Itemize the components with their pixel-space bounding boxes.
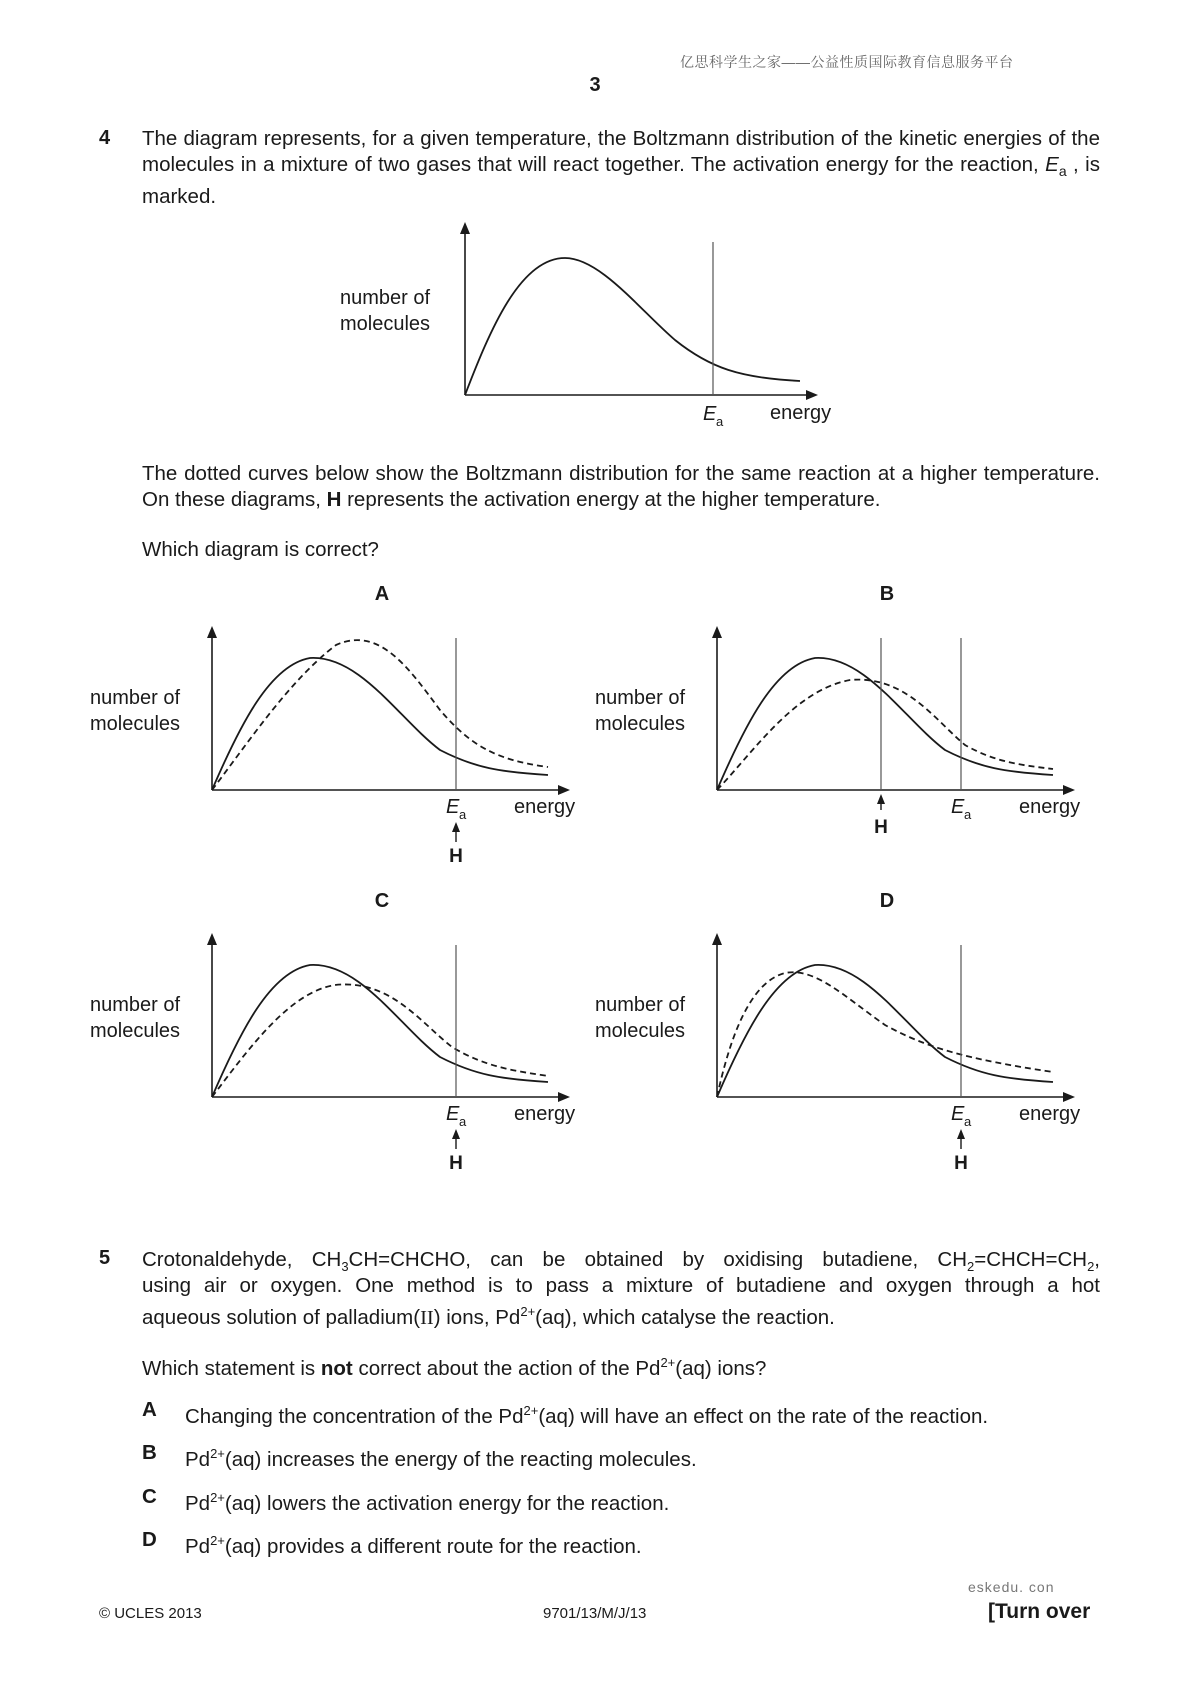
low-temp-curve	[717, 658, 1053, 790]
question-5-number: 5	[99, 1247, 111, 1269]
header-watermark: 亿思科学生之家——公益性质国际教育信息服务平台	[680, 54, 1014, 70]
footer-copyright: © UCLES 2013	[99, 1605, 202, 1622]
h-arrow-icon	[957, 1129, 965, 1139]
footer-watermark: eskedu. con	[968, 1579, 1055, 1595]
question-4-question: Which diagram is correct?	[142, 538, 379, 561]
svg-text:molecules: molecules	[595, 1020, 686, 1042]
diagram-option-d	[595, 887, 1115, 1187]
svg-text:a: a	[964, 1114, 972, 1129]
low-temp-curve	[717, 965, 1053, 1097]
high-temp-curve	[717, 680, 1053, 790]
x-axis-arrow-icon	[806, 390, 818, 400]
svg-text:number of: number of	[595, 687, 686, 709]
question-5-line-1: Crotonaldehyde, $CH_3CH=CHCHO$, can be obtained by oxidising butadiene, $CH_2=CHCH=CH_2$,	[142, 1248, 1100, 1275]
y-axis-arrow-icon	[712, 933, 722, 945]
option-b-label: B	[142, 1441, 157, 1464]
h-label: H	[449, 1153, 463, 1174]
h-arrow-icon	[452, 822, 460, 832]
y-axis-arrow-icon	[207, 626, 217, 638]
h-label: H	[874, 817, 888, 838]
option-d-label: D	[142, 1528, 157, 1551]
option-a-text: Changing the concentration of the $Pd^{2+}(aq)$ will have an effect on the rate of the reaction.	[185, 1403, 989, 1428]
x-axis-arrow-icon	[1063, 785, 1075, 795]
svg-text:molecules: molecules	[595, 713, 686, 735]
page-number: 3	[589, 74, 601, 96]
option-b-letter: B	[879, 583, 895, 605]
y-axis-arrow-icon	[712, 626, 722, 638]
footer-turn-over: [Turn over	[988, 1600, 1091, 1623]
svg-text:a: a	[964, 807, 972, 822]
option-c-label: C	[142, 1485, 157, 1508]
svg-text:a: a	[459, 1114, 467, 1129]
option-d-letter: D	[879, 890, 895, 912]
option-d-text: $Pd^{2+}(aq)$ provides a different route for the reaction.	[185, 1533, 642, 1558]
y-axis-label-line2: molecules	[340, 313, 431, 335]
h-label: H	[954, 1153, 968, 1174]
option-c-text: $Pd^{2+}(aq)$ lowers the activation energy for the reaction.	[185, 1490, 670, 1515]
svg-text:E: E	[951, 1103, 965, 1125]
diagram-option-a	[90, 580, 610, 880]
high-temp-curve	[212, 640, 548, 790]
question-5-question: Which statement is not correct about the action of the $Pd^{2+}(aq)$ ions?	[142, 1355, 767, 1380]
svg-text:E: E	[446, 796, 460, 818]
h-arrow-icon	[877, 794, 885, 804]
y-axis-arrow-icon	[207, 933, 217, 945]
svg-text:energy: energy	[514, 796, 576, 818]
question-5-line-3: aqueous solution of palladium(II) ions, $Pd^{2+}(aq)$, which catalyse the reaction.	[142, 1304, 835, 1329]
y-axis-label-line1: number of	[340, 287, 431, 309]
question-4-paragraph-2: The dotted curves below show the Boltzmann distribution for the same reaction at a higher temperature. On these diagrams, H represents the activation energy at the higher temperature.	[142, 462, 1100, 511]
h-arrow-icon	[452, 1129, 460, 1139]
svg-text:E: E	[951, 796, 965, 818]
distribution-curve	[465, 258, 800, 395]
svg-text:a: a	[459, 807, 467, 822]
question-5-line-2: using air or oxygen. One method is to pass a mixture of butadiene and oxygen through a hot	[142, 1274, 1100, 1297]
question-4-number: 4	[99, 127, 111, 149]
diagram-option-c	[90, 887, 610, 1187]
svg-text:energy: energy	[1019, 1103, 1081, 1125]
svg-text:energy: energy	[514, 1103, 576, 1125]
question-4-intro: The diagram represents, for a given temperature, the Boltzmann distribution of the kinetic energies of the molecules in a mixture of two gases that will react together. The activation energy for the reaction, $E_a$ , is marked.	[142, 127, 1100, 209]
svg-text:E: E	[446, 1103, 460, 1125]
svg-text:molecules: molecules	[90, 713, 181, 735]
main-boltzmann-diagram	[340, 220, 860, 430]
y-axis-arrow-icon	[460, 222, 470, 234]
option-a-letter: A	[374, 583, 390, 605]
option-a-label: A	[142, 1398, 157, 1421]
svg-text:energy: energy	[1019, 796, 1081, 818]
x-axis-label: energy	[770, 402, 832, 424]
x-axis-arrow-icon	[558, 785, 570, 795]
svg-text:number of: number of	[90, 687, 181, 709]
option-c-letter: C	[374, 890, 390, 912]
high-temp-curve	[717, 972, 1053, 1097]
h-label: H	[449, 846, 463, 867]
svg-text:number of: number of	[90, 994, 181, 1016]
footer-paper-code: 9701/13/M/J/13	[543, 1605, 647, 1622]
x-axis-arrow-icon	[558, 1092, 570, 1102]
diagram-option-b	[595, 580, 1115, 880]
x-axis-arrow-icon	[1063, 1092, 1075, 1102]
ea-label: E	[703, 403, 717, 425]
option-b-text: $Pd^{2+}(aq)$ increases the energy of the reacting molecules.	[185, 1446, 697, 1471]
svg-text:number of: number of	[595, 994, 686, 1016]
low-temp-curve	[212, 965, 548, 1097]
svg-text:molecules: molecules	[90, 1020, 181, 1042]
ea-label-subscript: a	[716, 414, 724, 429]
